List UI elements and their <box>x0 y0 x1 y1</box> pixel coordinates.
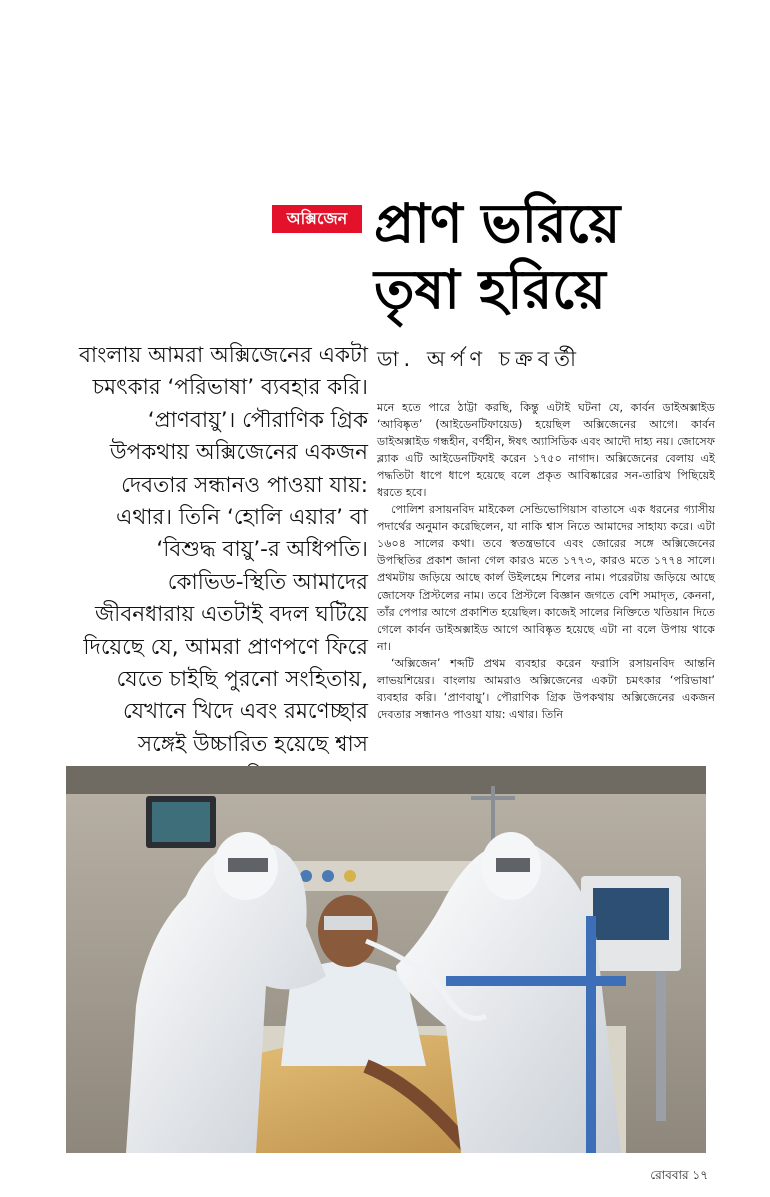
pull-quote-line: যেখানে খিদে এবং রমণেচ্ছার <box>122 699 368 725</box>
headline <box>374 190 734 322</box>
pull-quote-line: যেতে চাইছি পুরনো সংহিতায়, <box>116 667 368 693</box>
pull-quote-line: চমৎকার ‘পরিভাষা’ ব্যবহার করি। <box>92 375 368 401</box>
headline-line-2: তৃষা হরিয়ে <box>374 257 606 321</box>
article-paragraph: মনে হতে পারে ঠাট্টা করছি, কিন্তু এটাই ঘটনা যে, কার্বন ডাইঅক্সাইড ‘আবিষ্কৃত’ (আইডেনটিফায়েড) হয়েছিল অক্সিজেনের আগে। কার্বন ডাইঅক্সাইড গন্ধহীন, বর্ণহীন, ঈষৎ অ্যাসিডিক এবং আদৌ দাহ্য নয়। জোসেফ ব্ল্যাক এটি আইডেনটিফাই করেন ১৭৫০ নাগাদ। অক্সিজেনের বেলায় এই পদ্ধতিটা ধাপে ধাপে হয়েছে বলে প্রকৃত আবিষ্কারের সন-তারিখ পিছিয়েই ধরতে হবে। <box>377 401 715 500</box>
page-footer: রোববার ১৭ <box>650 1168 708 1182</box>
article-paragraph: ‘অক্সিজেন’ শব্দটি প্রথম ব্যবহার করেন ফরাসি রসায়নবিদ আন্তনি লাভয়শিয়ের। বাংলায় আমরাও অক্সিজেনের একটা চমৎকার ‘পরিভাষা’ ব্যবহার করি। ‘প্রাণবায়ু’। পৌরাণিক গ্রিক উপকথায় অক্সিজেনের একজন দেবতার সন্ধানও পাওয়া যায়: এথার। তিনি <box>377 656 715 721</box>
pull-quote-line: দিয়েছে যে, আমরা প্রাণপণে ফিরে <box>83 634 368 660</box>
headline-line-1: প্রাণ ভরিয়ে <box>374 191 621 255</box>
section-tag: অক্সিজেন <box>272 205 362 233</box>
pull-quote-line: ‘প্রাণবায়ু’। পৌরাণিক গ্রিক <box>147 407 368 433</box>
pull-quote-line: কোভিড-স্থিতি আমাদের <box>167 569 368 595</box>
pull-quote-line: ‘বিশুদ্ধ বায়ু’-র অধিপতি। <box>156 537 368 563</box>
author-byline: ডা. অর্পণ চক্রবর্তী <box>377 347 582 371</box>
photo-illustration <box>66 766 706 1153</box>
pull-quote-line: এথার। তিনি ‘হোলি এয়ার’ বা <box>115 505 368 531</box>
pull-quote-line: সঙ্গেই উচ্চারিত হয়েছে শ্বাস <box>137 731 368 757</box>
pull-quote-line: বাংলায় আমরা অক্সিজেনের একটা <box>78 343 368 368</box>
pull-quote-line: দেবতার সন্ধানও পাওয়া যায়: <box>121 472 368 498</box>
pull-quote <box>78 340 368 794</box>
pull-quote-line: জীবনধারায় এতটাই বদল ঘটিয়ে <box>94 602 368 628</box>
article-paragraph: পোলিশ রসায়নবিদ মাইকেল সেন্ডিভোগিয়াস বাতাসে এক ধরনের গ্যাসীয় পদার্থের অনুমান করেছিলেন, যা নাকি শ্বাস নিতে আমাদের সাহায্য করে। এটা ১৬০৪ সালের কথা। তবে স্বতন্ত্রভাবে এবং জোরের সঙ্গে অক্সিজেনের উপস্থিতির প্রকাশ জানা গেল কারও মতে ১৭৭৩, কারও মতে ১৭৭৪ সালে। প্রথমটায় জড়িয়ে আছে কার্ল উইলহেম শিলের নাম। পরেরটায় জড়িয়ে আছে জোসেফ প্রিস্টলের নাম। তবে প্রিস্টলে বিজ্ঞান জগতে বেশি সমাদৃত, কেননা, তাঁর পেপার আগে প্রকাশিত হয়েছিল। কাজেই সালের নিক্তিতে খতিয়ান দিতে গেলে কার্বন ডাইঅক্সাইড আগে আবিষ্কৃত হয়েছে এটা না বলে উপায় থাকে না। <box>377 503 715 653</box>
pull-quote-line: উপকথায় অক্সিজেনের একজন <box>109 440 368 466</box>
hospital-ppe-photo <box>66 766 706 1153</box>
article-body <box>377 399 715 723</box>
